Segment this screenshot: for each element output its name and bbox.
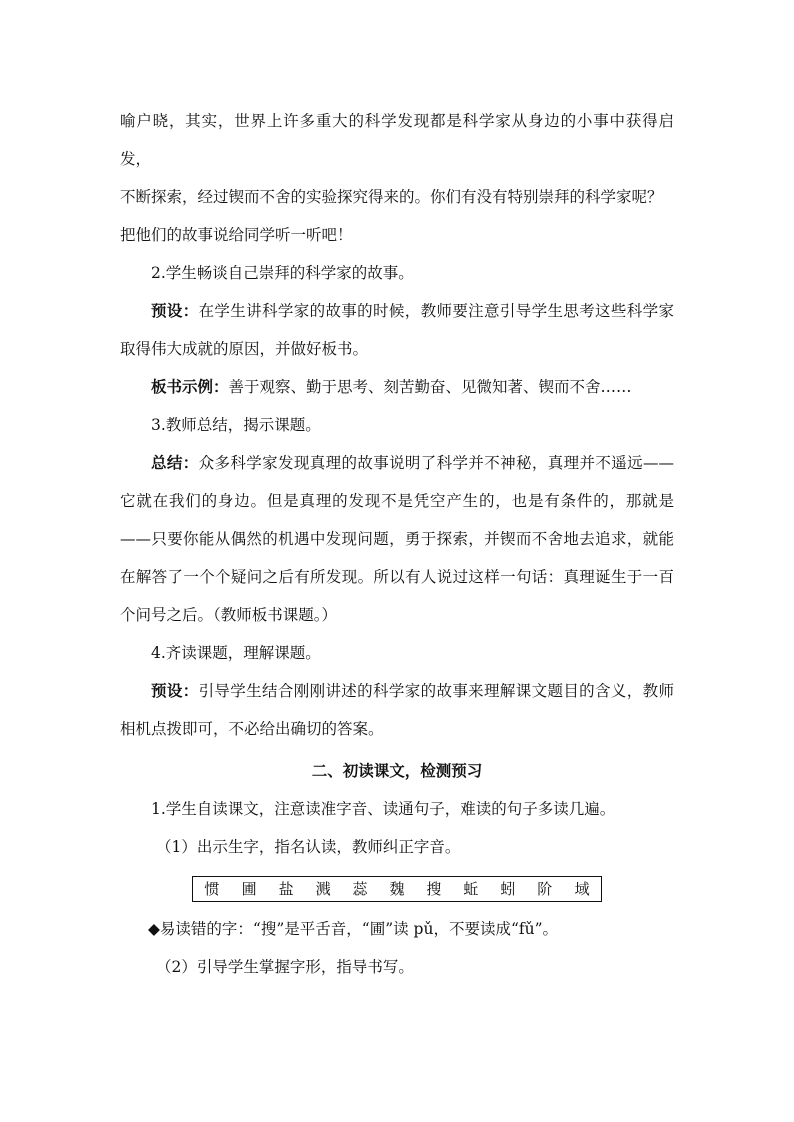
character-cell: 盐	[278, 880, 294, 898]
paragraph-intro-line1: 喻户晓，其实，世界上许多重大的科学发现都是科学家从身边的小事中获得启发，	[120, 112, 674, 168]
board-example-text: 善于观察、勤于思考、刻苦勤奋、见微知著、锲而不舍……	[228, 378, 632, 396]
section-heading-2: 二、初读课文，检测预习	[311, 761, 483, 780]
preset-paragraph-1	[120, 292, 674, 368]
character-row	[193, 877, 602, 902]
paragraph-intro-line3: 把他们的故事说给同学听一听吧！	[120, 226, 353, 244]
summary-label: 总结：	[151, 453, 199, 472]
sub-step-2: （2）引导学生掌握字形，指导书写。	[156, 958, 414, 976]
summary-text: 众多科学家发现真理的故事说明了科学并不神秘，真理并不遥远——它就在我们的身边。但是真理的发现不是凭空产生的，也是有条件的，那就是——只要你能从偶然的机遇中发现问题，勇于探索，并锲而不舍地去追求，就能在解答了一个个疑问之后有所发现。所以有人说过这样一句话：真理诞生于一百个问号之后。（教师板书课题。）	[120, 454, 674, 624]
step-read-text: 1.学生自读课文，注意读准字音、读通句子，难读的句子多读几遍。	[151, 800, 616, 818]
preset-label-1: 预设：	[151, 301, 199, 320]
board-example-paragraph	[120, 368, 674, 406]
character-cell: 搜	[426, 880, 442, 898]
paragraph-intro-line2: 不断探索，经过锲而不舍的实验探究得来的。你们有没有特别崇拜的科学家呢？	[120, 188, 663, 206]
character-table-wrapper	[120, 876, 674, 902]
character-cell: 蕊	[352, 880, 368, 898]
character-cell: 阶	[537, 880, 553, 898]
preset-paragraph-2	[120, 672, 674, 748]
step-3: 3.教师总结，揭示课题。	[151, 416, 321, 434]
character-cell: 域	[574, 880, 590, 898]
sub-step-1: （1）出示生字，指名认读，教师纠正字音。	[156, 838, 461, 856]
board-example-label: 板书示例：	[151, 377, 229, 396]
character-cell: 圃	[241, 880, 257, 898]
step-2: 2.学生畅谈自己崇拜的科学家的故事。	[151, 264, 414, 282]
character-cell: 魏	[389, 880, 405, 898]
character-cell: 惯	[204, 880, 220, 898]
pronunciation-tip: ◆易读错的字：“搜”是平舌音，“圃”读 pǔ，不要读成“fǔ”。	[148, 920, 559, 938]
preset-text-2: 引导学生结合刚刚讲述的科学家的故事来理解课文题目的含义，教师相机点拨即可，不必给出确切的答案。	[120, 682, 674, 738]
character-cell: 溅	[315, 880, 331, 898]
preset-label-2: 预设：	[151, 681, 199, 700]
preset-text-1: 在学生讲科学家的故事的时候，教师要注意引导学生思考这些科学家取得伟大成就的原因，并做好板书。	[120, 302, 674, 358]
step-4: 4.齐读课题，理解课题。	[151, 644, 321, 662]
character-table	[192, 876, 602, 902]
character-cell: 蚯	[463, 880, 479, 898]
summary-paragraph	[120, 444, 674, 634]
character-cell: 蚓	[500, 880, 516, 898]
